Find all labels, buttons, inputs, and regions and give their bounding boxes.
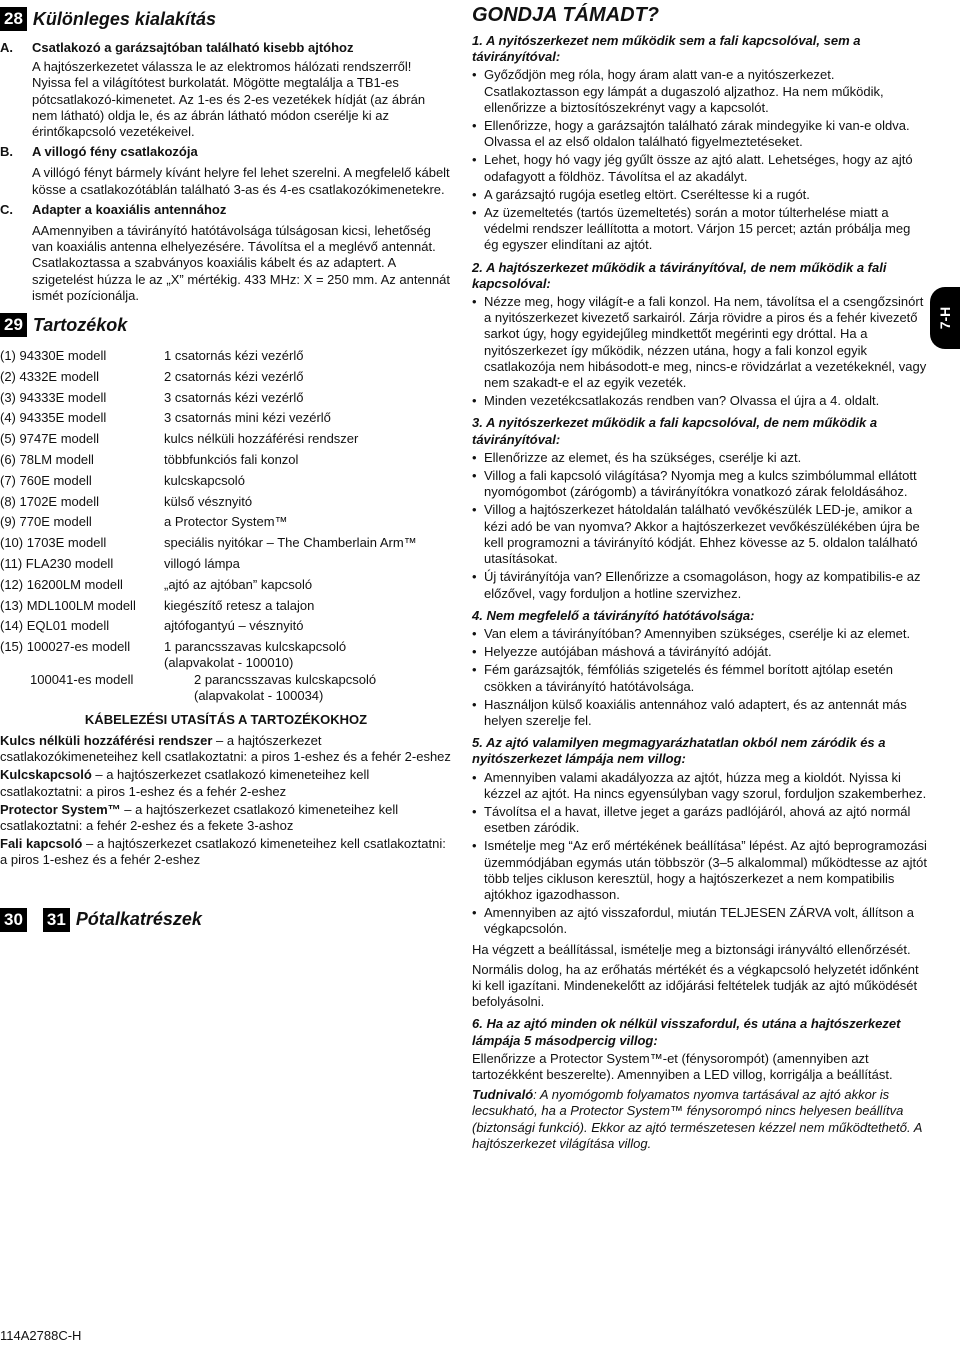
accessory-desc-line: kulcskapcsoló xyxy=(164,472,245,488)
section-31-number: 31 xyxy=(43,908,70,932)
accessory-desc xyxy=(164,452,298,473)
accessory-row xyxy=(0,598,452,619)
q1-bullet-item: • Az üzemeltetés (tartós üzemeltetés) során a motor túlterhelése miatt a védelmi rendszer leállította a motort. Várjon 15 percet; aztán próbálja meg ég egyszer elindítani az ajtót. xyxy=(472,205,928,254)
q5-bullet-item: • Ismételje meg “Az erő mértékének beállítása” lépést. Az ajtó beprogramozási üzemmódjában egymás után többször (3–5 alkalommal) működtesse az ajtót több teljes cikluson keresztül, hogy a hajtószerkezet a nem kompatibilis ajtókhoz igazodhasson. xyxy=(472,838,928,903)
accessory-row xyxy=(0,369,452,390)
q5-bullet-item: • Amennyiben az ajtó visszafordul, miután TELJESEN ZÁRVA volt, állítson a végkapcsolón. xyxy=(472,905,928,937)
section-28-header xyxy=(0,4,452,34)
section-29-header xyxy=(0,310,452,340)
q5-bullet-item: • Amennyiben valami akadályozza az ajtót, húzza meg a kioldót. Nyissa ki kézzel az ajtót. Ha nincs egyensúlyban vagy szorul, forduljon szakemberhez. xyxy=(472,770,928,802)
normal-adjust-note: Normális dolog, ha az erőhatás mértékét és a végkapcsoló helyzetét időnként ki kell igazítani. Mindenekelőtt az időjárási feltételek tudják az ajtó működését befolyásolni. xyxy=(472,961,919,1010)
accessory-desc xyxy=(164,514,288,535)
accessory-model: (11) FLA230 modell xyxy=(0,556,114,572)
question-1-list xyxy=(472,67,928,253)
accessory-desc-line: a Protector System™ xyxy=(164,514,288,530)
wiring-protector-label: Protector System™ xyxy=(0,801,121,817)
subsection-a-p2: Nyissa fel a világítótest burkolatát. Mögötte megtalálja a TB1-es pótcsatlakozó-kimenetet. Az 1-es és 2-es vezetékek hídját (az ábrán nem látható) oldja le, és az ábrán látható módon cserélje ki az érintőkapcsoló vezetékeivel. xyxy=(32,75,426,140)
accessory-desc-line: 3 csatornás mini kézi vezérlő xyxy=(164,410,331,426)
accessory-desc xyxy=(194,672,376,704)
subsection-b-label: B. xyxy=(0,144,13,160)
section-30-31-header xyxy=(0,905,452,935)
accessory-row xyxy=(0,348,452,369)
accessory-row xyxy=(0,639,452,671)
accessory-desc-line: ajtófogantyú – vésznyitó xyxy=(164,618,304,634)
q5-bullet-item: • Távolítsa el a havat, illetve jeget a garázs padlójáról, ahová az ajtó normál esetben záródik. xyxy=(472,804,928,836)
q4-bullet-item: • Használjon külső koaxiális antennához való adaptert, és az antennát más helyen szerelje fel. xyxy=(472,697,928,729)
question-1: 1. A nyitószerkezet nem működik sem a fali kapcsolóval, sem a távirányítóval: xyxy=(472,33,861,65)
accessory-desc-line-2: (alapvakolat - 100034) xyxy=(194,687,324,703)
accessory-model: (13) MDL100LM modell xyxy=(0,597,136,613)
subsection-a xyxy=(0,40,452,56)
accessory-row xyxy=(0,473,452,494)
accessory-desc xyxy=(164,639,346,671)
wiring-keyless-text: – a hajtószerkezet csatlakozókimeneteihez kell csatlakoztatni: a piros 1-eshez és a fehér 2-eshez xyxy=(0,733,451,765)
q3-bullet-item: • Villog a fali kapcsoló világítása? Nyomja meg a kulcs szimbólummal ellátott nyomógombot (zárógomb) a távirányítókra vonatkozó zárak feloldásához. xyxy=(472,468,928,500)
accessory-desc xyxy=(164,494,252,515)
section-28-number: 28 xyxy=(0,7,27,31)
question-2: 2. A hajtószerkezet működik a távirányítóval, de nem működik a fali kapcsolóval: xyxy=(472,259,887,291)
section-31-title: Pótalkatrészek xyxy=(75,909,202,930)
subsection-b-p1: A villógó fényt bármely kívánt helyre fel lehet szerelni. A megfelelő kábelt kösse a csatlakozótáblán található 3-as és 4-es csatlakozókimenetekre. xyxy=(32,165,450,197)
accessory-desc xyxy=(164,535,417,556)
accessory-desc xyxy=(164,473,245,494)
q1-bullet-item: • Lehet, hogy hó vagy jég gyűlt össze az ajtó alatt. Lehetséges, hogy az ajtó odafagyott a földhöz. Távolítsa el az akadályt. xyxy=(472,152,928,184)
question-6: 6. Ha az ajtó minden ok nélkül visszafordul, és utána a hajtószerkezet lámpája 5 másodpercig villog: xyxy=(472,1016,901,1048)
q2-bullet-item: • Minden vezetékcsatlakozás rendben van? Olvassa el újra a 4. oldalt. xyxy=(472,393,928,409)
question-4-list xyxy=(472,626,928,729)
accessory-desc-line: kulcs nélküli hozzáférési rendszer xyxy=(164,431,359,447)
q1-bullet-item: • Győződjön meg róla, hogy áram alatt van-e a nyitószerkezet. Csatlakoztasson egy lámpát a dugaszoló aljzathoz. Ha nem működik, ellenőrizze a biztosítószekrényt vagy a kapcsolót. xyxy=(472,67,928,116)
accessory-row xyxy=(0,431,452,452)
accessory-desc xyxy=(164,598,314,619)
accessory-desc xyxy=(164,618,303,639)
q4-bullet-item: • Fém garázsajtók, fémfóliás szigetelés és fémmel borított ajtólap esetén csökken a távirányító hatótávolsága. xyxy=(472,662,928,694)
accessory-row xyxy=(0,618,452,639)
accessory-desc xyxy=(164,556,240,577)
accessory-row xyxy=(0,514,452,535)
subsection-a-label: A. xyxy=(0,40,13,55)
accessory-desc-line: speciális nyitókar – The Chamberlain Arm™ xyxy=(164,535,417,551)
accessory-desc-line: 2 parancsszavas kulcskapcsoló xyxy=(194,671,377,687)
accessory-desc xyxy=(164,431,358,452)
accessory-model: (9) 770E modell xyxy=(0,514,92,530)
accessory-desc-line: többfunkciós fali konzol xyxy=(164,452,299,468)
accessory-desc-line: külső vésznyitó xyxy=(164,493,253,509)
page-tab xyxy=(930,287,960,349)
accessory-desc xyxy=(164,369,303,390)
accessory-desc-line: 2 csatornás kézi vezérlő xyxy=(164,368,304,384)
question-4: 4. Nem megfelelő a távirányító hatótávolsága: xyxy=(472,607,755,623)
accessory-desc-line: 1 csatornás kézi vezérlő xyxy=(164,348,304,364)
accessory-model: (12) 16200LM modell xyxy=(0,576,123,592)
accessory-row xyxy=(0,535,452,556)
wiring-keyless-label: Kulcs nélküli hozzáférési rendszer xyxy=(0,733,213,749)
subsection-b xyxy=(0,144,452,160)
right-column xyxy=(472,4,928,1152)
q2-bullet-item: • Nézze meg, hogy világít-e a fali konzol. Ha nem, távolítsa el a csengőzsinórt a nyitószerkezet kivezető sarkairól. Zárja rövidre a piros és a fehér kivezető sarkot úgy, hogy egyidejűleg mindkettőt megérinti egy dróttal. Ha a nyitószerkezet így működik, nézzen utána, hogy a fali konzol egyik csatlakozója nem hibásodott-e meg, nincs-e rövidzárlat a vezetékeknél, vagy nem szakadt-e el az egyik vezeték. xyxy=(472,294,928,391)
accessory-desc xyxy=(164,410,331,431)
subsection-c-label: C. xyxy=(0,201,13,217)
section-28-title: Különleges kialakítás xyxy=(32,8,216,29)
wiring-protector-text: – a hajtószerkezet csatlakozó kimeneteihez kell csatlakoztatni: a fehér 2-eshez és a fekete 3-ashoz xyxy=(0,801,399,834)
section-29-title: Tartozékok xyxy=(32,314,128,335)
tip-text: : A nyomógomb folyamatos nyomva tartásával az ajtó akkor is lecsukható, ha a Protector System™ fénysorompó nincs helyesen beállítva (biztonsági funkció). Ekkor az ajtó természetesen kézzel nem működtethető. A hajtószerkezet világítása villog. xyxy=(472,1087,922,1151)
question-3-list xyxy=(472,450,928,602)
question-3: 3. A nyitószerkezet működik a fali kapcsolóval, de nem működik a távirányítóval: xyxy=(472,415,878,447)
accessory-desc-line: „ajtó az ajtóban” kapcsoló xyxy=(164,576,313,592)
accessory-model: (3) 94333E modell xyxy=(0,389,107,405)
tip-label: Tudnivaló xyxy=(472,1087,534,1103)
after-adjust-note: Ha végzett a beállítással, ismételje meg a biztonsági irányváltó ellenőrzését. xyxy=(472,941,911,957)
left-column xyxy=(0,4,452,935)
accessory-model: (1) 94330E modell xyxy=(0,348,107,364)
wiring-keyswitch-label: Kulcskapcsoló xyxy=(0,767,92,783)
wiring-wallswitch xyxy=(0,836,452,868)
subsection-a-title: Csatlakozó a garázsajtóban található kisebb ajtóhoz xyxy=(32,40,354,55)
accessory-model: 100041-es modell xyxy=(30,671,134,687)
tip-note xyxy=(472,1087,928,1152)
accessory-model: (6) 78LM modell xyxy=(0,452,94,468)
wiring-keyless xyxy=(0,733,452,765)
accessory-model: (14) EQL01 modell xyxy=(0,618,110,634)
page-tab-label: 7-H xyxy=(937,306,953,330)
question-5: 5. Az ajtó valamilyen megmagyarázhatatlan okból nem záródik és a nyitószerkezet lámpája nem villog: xyxy=(472,735,886,767)
q3-bullet-item: • Villog a hajtószerkezet hátoldalán található vevőkészülék LED-je, amikor a kézi adó be van nyomva? Akkor a hajtószerkezet vevőkészülékében újra be kell programozni a távirányító kódját. Ehhez kövesse az 5. oldalon található utasításokat. xyxy=(472,502,928,567)
q4-bullet-item: • Helyezze autójában máshová a távirányító adóját. xyxy=(472,644,928,660)
accessory-desc-line: villogó lámpa xyxy=(164,556,240,572)
subsection-c xyxy=(0,202,452,218)
subsection-a-p1: A hajtószerkezetet válassza le az elektromos hálózati rendszerről! xyxy=(32,59,412,75)
subsection-b-title: A villogó fény csatlakozója xyxy=(32,144,198,160)
accessory-desc xyxy=(164,348,303,369)
accessory-desc-line: 3 csatornás kézi vezérlő xyxy=(164,389,304,405)
wiring-wallswitch-text: – a hajtószerkezet csatlakozó kimeneteihez kell csatlakoztatni: a piros 1-eshez és a fehér 2-eshez xyxy=(0,836,446,868)
accessory-model: (7) 760E modell xyxy=(0,472,92,488)
accessory-list xyxy=(0,348,452,704)
subsection-c-title: Adapter a koaxiális antennához xyxy=(32,201,227,217)
wiring-wallswitch-label: Fali kapcsoló xyxy=(0,836,83,852)
wiring-keyswitch-text: – a hajtószerkezet csatlakozó kimeneteihez kell csatlakoztatni: a piros 1-eshez és a fehér 2-eshez xyxy=(0,767,370,799)
question-5-list xyxy=(472,770,928,938)
accessory-model: (5) 9747E modell xyxy=(0,431,99,447)
accessory-row xyxy=(0,390,452,411)
accessory-row xyxy=(0,672,452,704)
accessory-model: (4) 94335E modell xyxy=(0,410,107,426)
q4-bullet-item: • Van elem a távirányítóban? Amennyiben szükséges, cserélje ki az elemet. xyxy=(472,626,928,642)
wiring-heading: KÁBELEZÉSI UTASÍTÁS A TARTOZÉKOKHOZ xyxy=(84,712,368,728)
q3-bullet-item: • Ellenőrizze az elemet, és ha szükséges, cserélje ki azt. xyxy=(472,450,928,466)
accessory-row xyxy=(0,494,452,515)
wiring-protector xyxy=(0,802,452,834)
accessory-row xyxy=(0,410,452,431)
accessory-desc-line: 1 parancsszavas kulcskapcsoló xyxy=(164,639,347,655)
document-code: 114A2788C-H xyxy=(0,1328,82,1343)
accessory-desc xyxy=(164,390,303,411)
accessory-row xyxy=(0,556,452,577)
section-29-number: 29 xyxy=(0,313,27,337)
accessory-desc-line-2: (alapvakolat - 100010) xyxy=(164,655,294,671)
accessory-model: (10) 1703E modell xyxy=(0,535,107,551)
accessory-model: (15) 100027-es modell xyxy=(0,639,131,655)
accessory-desc-line: kiegészítő retesz a talajon xyxy=(164,597,315,613)
q1-bullet-item: • A garázsajtó rugója esetleg eltört. Cseréltesse ki a rugót. xyxy=(472,187,928,203)
troubleshooting-title: GONDJA TÁMADT? xyxy=(472,4,660,26)
accessory-desc xyxy=(164,577,312,598)
question-2-list xyxy=(472,294,928,409)
accessory-model: (8) 1702E modell xyxy=(0,493,99,509)
wiring-keyswitch xyxy=(0,767,452,799)
q3-bullet-item: • Új távirányítója van? Ellenőrizze a csomagoláson, hogy az kompatibilis-e az előzővel, vagy forduljon a hotline szervizhez. xyxy=(472,569,928,601)
question-6-text: Ellenőrizze a Protector System™-et (fénysorompót) (amennyiben azt tartozékként beszerelte). Amennyiben a LED villog, korrigálja a beállítást. xyxy=(472,1050,893,1082)
accessory-model: (2) 4332E modell xyxy=(0,368,99,384)
q1-bullet-item: • Ellenőrizze, hogy a garázsajtón található zárak mindegyike ki van-e oldva. Olvassa el az első oldalon található figyelmeztetéseket. xyxy=(472,118,928,150)
section-30-number: 30 xyxy=(0,908,27,932)
subsection-c-p1: AAmennyiben a távirányító hatótávolsága túlságosan kicsi, lehetőség van koaxiális antenna elhelyezésére. Távolítsa el a meglévő antennát. Csatlakoztassa a szabványos koaxiális kábelt és az adaptert. A szigetelést húzza le az „X” mértékig. 433 MHz: X = 250 mm. Az antennát ismét pozícionálja. xyxy=(32,223,450,303)
accessory-row xyxy=(0,452,452,473)
accessory-row xyxy=(0,577,452,598)
